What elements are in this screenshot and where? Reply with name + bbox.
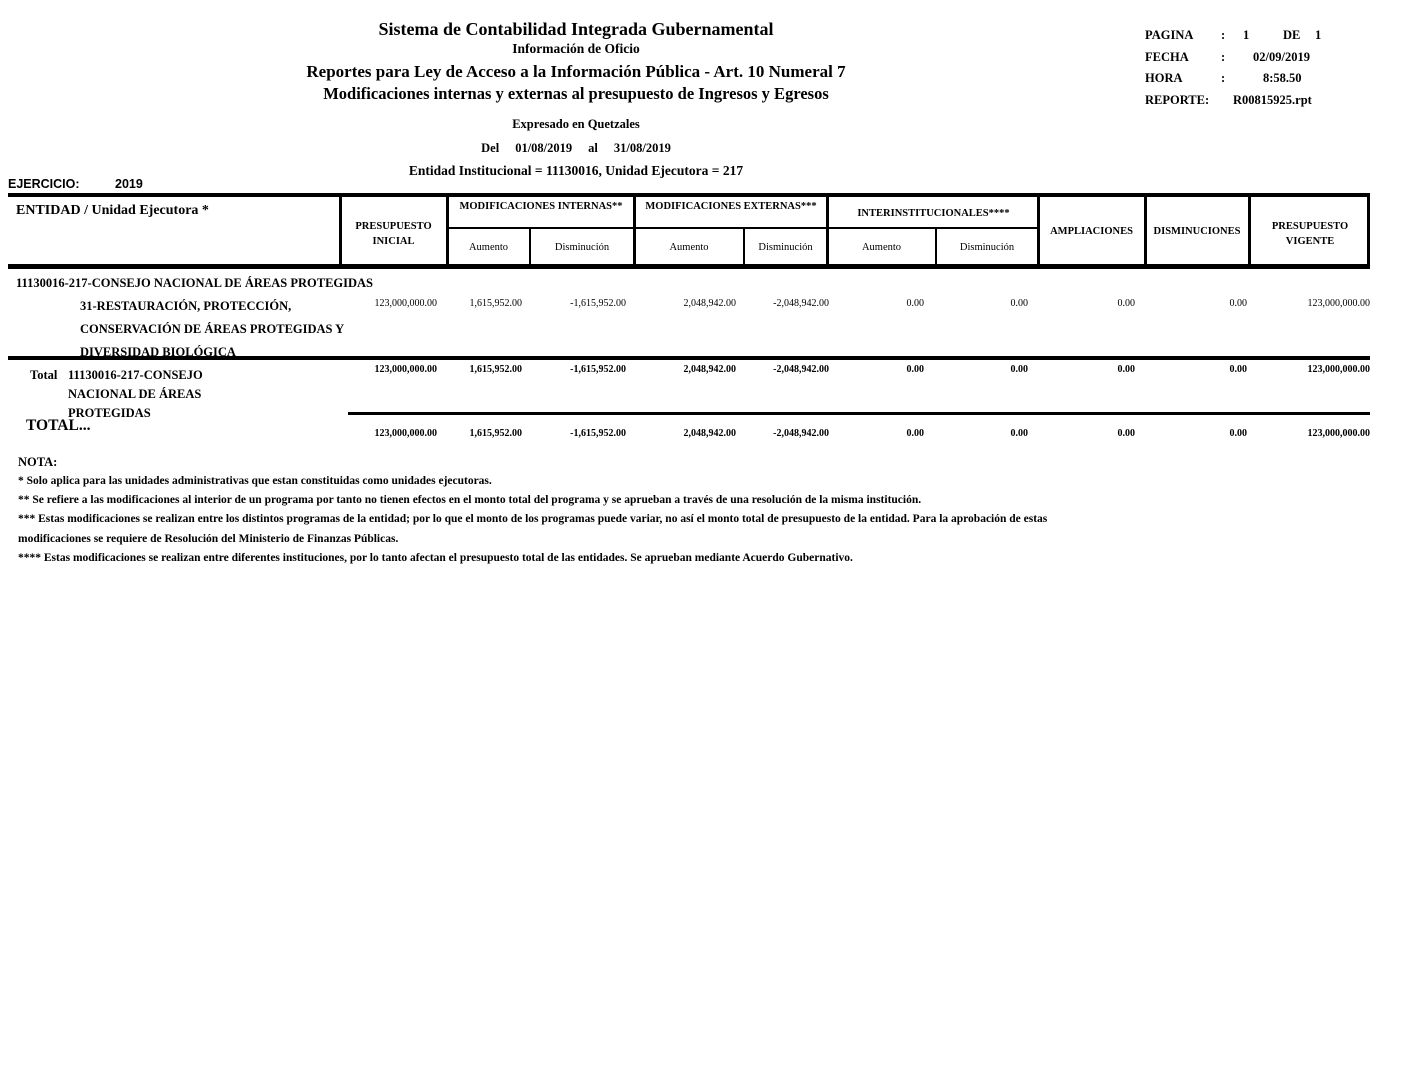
program-externas-aumento: 2,048,942.00 [683,298,736,309]
total-label-line: 11130016-217-CONSEJO [68,368,203,382]
col-header-presupuesto-vigente: PRESUPUESTO VIGENTE [1271,221,1349,247]
ejercicio-label: EJERCICIO: [8,177,80,191]
meta-reporte [1145,93,1395,115]
date-from-label: Del [481,141,500,155]
sub-divider [935,229,937,269]
col-group-modificaciones-internas: MODIFICACIONES INTERNAS** [459,201,623,212]
note-line-3-continued: modificaciones se requiere de Resolución del Ministerio de Finanzas Públicas. [18,533,399,545]
fecha-label: FECHA [1145,49,1189,64]
group3-underline [828,227,1038,229]
date-to-label: al [588,141,598,155]
col-divider [1144,193,1147,269]
program-label-line: CONSERVACIÓN DE ÁREAS PROTEGIDAS Y [80,322,345,336]
report-header [0,18,1152,179]
grand-total-rule [348,412,1370,415]
program-ampliaciones: 0.00 [1117,298,1135,309]
col-header-entidad: ENTIDAD / Unidad Ejecutora * [16,203,209,218]
pagina-value: 1 [1243,28,1250,42]
report-name: Reportes para Ley de Acceso a la Información Pública - Art. 10 Numeral 7 [306,62,846,81]
grand-externas-disminucion: -2,048,942.00 [773,428,829,439]
note-line-4: **** Estas modificaciones se realizan entre diferentes instituciones, por lo tanto afectan el presupuesto total de las entidades. Se aprueban mediante Acuerdo Gubernativo. [18,552,853,564]
sub-divider [743,229,745,269]
grand-internas-disminucion: -1,615,952.00 [570,428,626,439]
col-divider [633,193,636,269]
grand-ampliaciones: 0.00 [1117,428,1135,439]
subtitle: Información de Oficio [512,41,640,56]
group2-underline [635,227,827,229]
col-header-externas-disminucion: Disminución [758,242,813,253]
fecha-value: 02/09/2019 [1253,49,1310,64]
grand-externas-aumento: 2,048,942.00 [683,428,736,439]
total-label-line: NACIONAL DE ÁREAS [68,387,202,401]
fecha-colon: : [1221,49,1226,64]
program-label-line: 31-RESTAURACIÓN, PROTECCIÓN, [80,299,292,313]
total-internas-disminucion: -1,615,952.00 [570,364,626,375]
header-bottom-rule [8,264,1370,269]
grand-inter-disminucion: 0.00 [1010,428,1028,439]
program-disminuciones: 0.00 [1229,298,1247,309]
hora-label: HORA [1145,71,1183,85]
col-divider [1248,193,1251,269]
total-externas-disminucion: -2,048,942.00 [773,364,829,375]
grand-disminuciones: 0.00 [1229,428,1247,439]
entity-line: Entidad Institucional = 11130016, Unidad Ejecutora = 217 [408,163,744,178]
col-divider [1037,193,1040,269]
total-label-line: PROTEGIDAS [68,406,151,420]
pagina-colon: : [1221,28,1226,42]
total-presupuesto-vigente: 123,000,000.00 [1307,364,1370,375]
grand-presupuesto-inicial: 123,000,000.00 [374,428,437,439]
col-header-inter-aumento: Aumento [861,242,902,253]
table-right-edge [1367,193,1370,269]
note-line-1: * Solo aplica para las unidades administrativas que estan constituidas como unidades ejecutoras. [18,475,492,487]
date-from-value: 01/08/2019 [515,141,573,155]
col-group-modificaciones-externas: MODIFICACIONES EXTERNAS*** [645,201,817,212]
col-divider [339,193,342,269]
program-label-line: DIVERSIDAD BIOLÓGICA [80,345,236,359]
notes-title: NOTA: [18,455,58,469]
total-ampliaciones: 0.00 [1117,364,1135,375]
meta-pagina [1145,28,1395,50]
reporte-label: REPORTE: [1145,92,1210,107]
col-group-interinstitucionales: INTERINSTITUCIONALES**** [857,208,1010,219]
program-inter-disminucion: 0.00 [1010,298,1028,309]
ejercicio-value: 2019 [115,177,143,191]
report-detail: Modificaciones internas y externas al presupuesto de Ingresos y Egresos [323,84,829,103]
grand-presupuesto-vigente: 123,000,000.00 [1307,428,1370,439]
note-line-2: ** Se refiere a las modificaciones al interior de un programa por tanto no tienen efectos en el monto total del programa y se aprueban a través de una resolución de la misma institución. [18,494,922,506]
total-internas-aumento: 1,615,952.00 [469,364,522,375]
table-top-rule [8,193,1370,197]
program-inter-aumento: 0.00 [906,298,924,309]
hora-value: 8:58.50 [1263,71,1302,85]
page-meta [1145,28,1395,114]
hora-colon: : [1221,71,1226,85]
date-to-value: 31/08/2019 [613,141,671,155]
col-header-presupuesto-inicial: PRESUPUESTO INICIAL [355,221,432,247]
program-presupuesto-inicial: 123,000,000.00 [374,298,437,309]
program-externas-disminucion: -2,048,942.00 [773,298,829,309]
system-title: Sistema de Contabilidad Integrada Gubernamental [378,19,774,39]
col-header-inter-disminucion: Disminución [959,242,1015,253]
col-header-disminuciones: DISMINUCIONES [1153,226,1241,237]
col-header-externas-aumento: Aumento [669,242,709,253]
meta-fecha [1145,50,1395,72]
total-prefix: Total [30,368,58,382]
group1-underline [448,227,634,229]
pagina-label: PAGINA [1145,28,1194,42]
grand-total-label: TOTAL... [26,417,91,434]
total-presupuesto-inicial: 123,000,000.00 [374,364,437,375]
sub-divider [529,229,531,269]
meta-hora [1145,71,1395,93]
col-divider [826,193,829,269]
note-line-3: *** Estas modificaciones se realizan entre los distintos programas de la entidad; por lo que el monto de los programas puede variar, no así el monto total de presupuesto de la entidad. Para la aprobación de estas [18,513,1048,525]
grand-inter-aumento: 0.00 [906,428,924,439]
program-internas-aumento: 1,615,952.00 [469,298,522,309]
section-title: 11130016-217-CONSEJO NACIONAL DE ÁREAS PROTEGIDAS [16,276,373,290]
program-presupuesto-vigente: 123,000,000.00 [1307,298,1370,309]
reporte-value: R00815925.rpt [1233,92,1312,107]
col-header-ampliaciones: AMPLIACIONES [1050,226,1133,237]
total-inter-aumento: 0.00 [906,364,924,375]
total-externas-aumento: 2,048,942.00 [683,364,736,375]
de-label: DE [1283,28,1301,42]
date-range [0,141,1152,156]
col-header-internas-aumento: Aumento [468,242,509,253]
currency-note: Expresado en Quetzales [512,117,640,131]
col-divider [446,193,449,269]
total-disminuciones: 0.00 [1229,364,1247,375]
total-inter-disminucion: 0.00 [1010,364,1028,375]
program-internas-disminucion: -1,615,952.00 [570,298,626,309]
col-header-internas-disminucion: Disminución [554,242,610,253]
de-value: 1 [1315,28,1322,42]
grand-internas-aumento: 1,615,952.00 [469,428,522,439]
